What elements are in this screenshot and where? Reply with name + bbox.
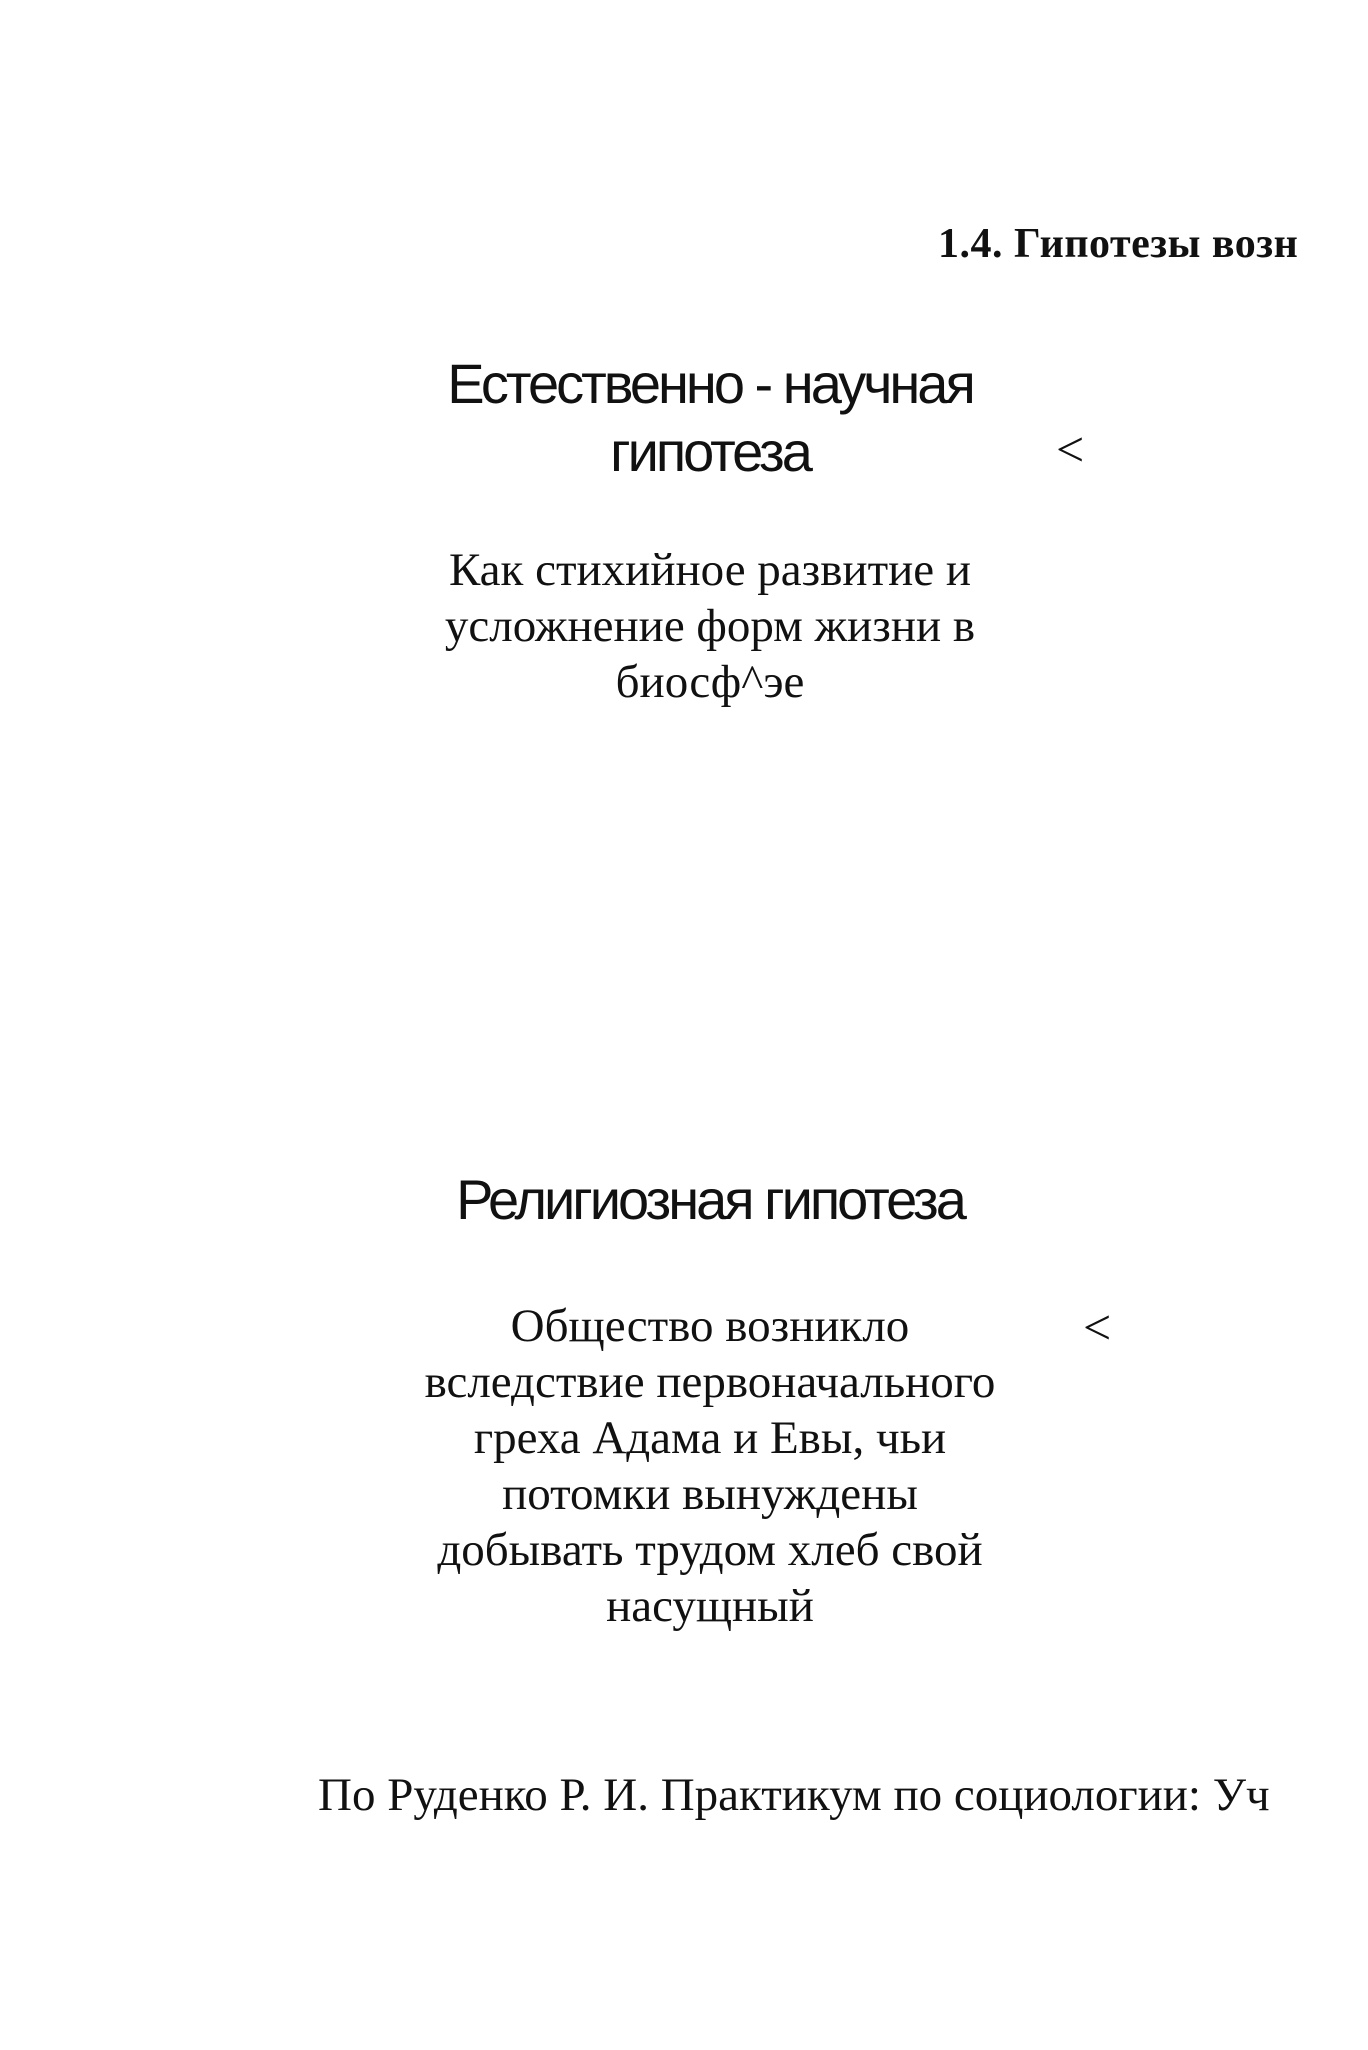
less-than-sign-2: < (1083, 1299, 1112, 1355)
source-citation: По Руденко Р. И. Практикум по социологии: Уч (318, 1769, 1270, 1821)
natural-science-hypothesis-title: Естественно - научная гипотеза (447, 352, 973, 483)
religious-hypothesis-title: Религиозная гипотеза (456, 1168, 964, 1231)
less-than-sign-1: < (1056, 421, 1085, 477)
religious-hypothesis-text: Общество возникло вследствие первоначального греха Адама и Евы, чьи потомки вынуждены добывать трудом хлеб свой насущный (424, 1300, 996, 1632)
section-heading: 1.4. Гипотезы возн (938, 221, 1299, 267)
natural-science-hypothesis-text: Как стихийное развитие и усложнение форм жизни в биосф^эе (444, 544, 976, 708)
